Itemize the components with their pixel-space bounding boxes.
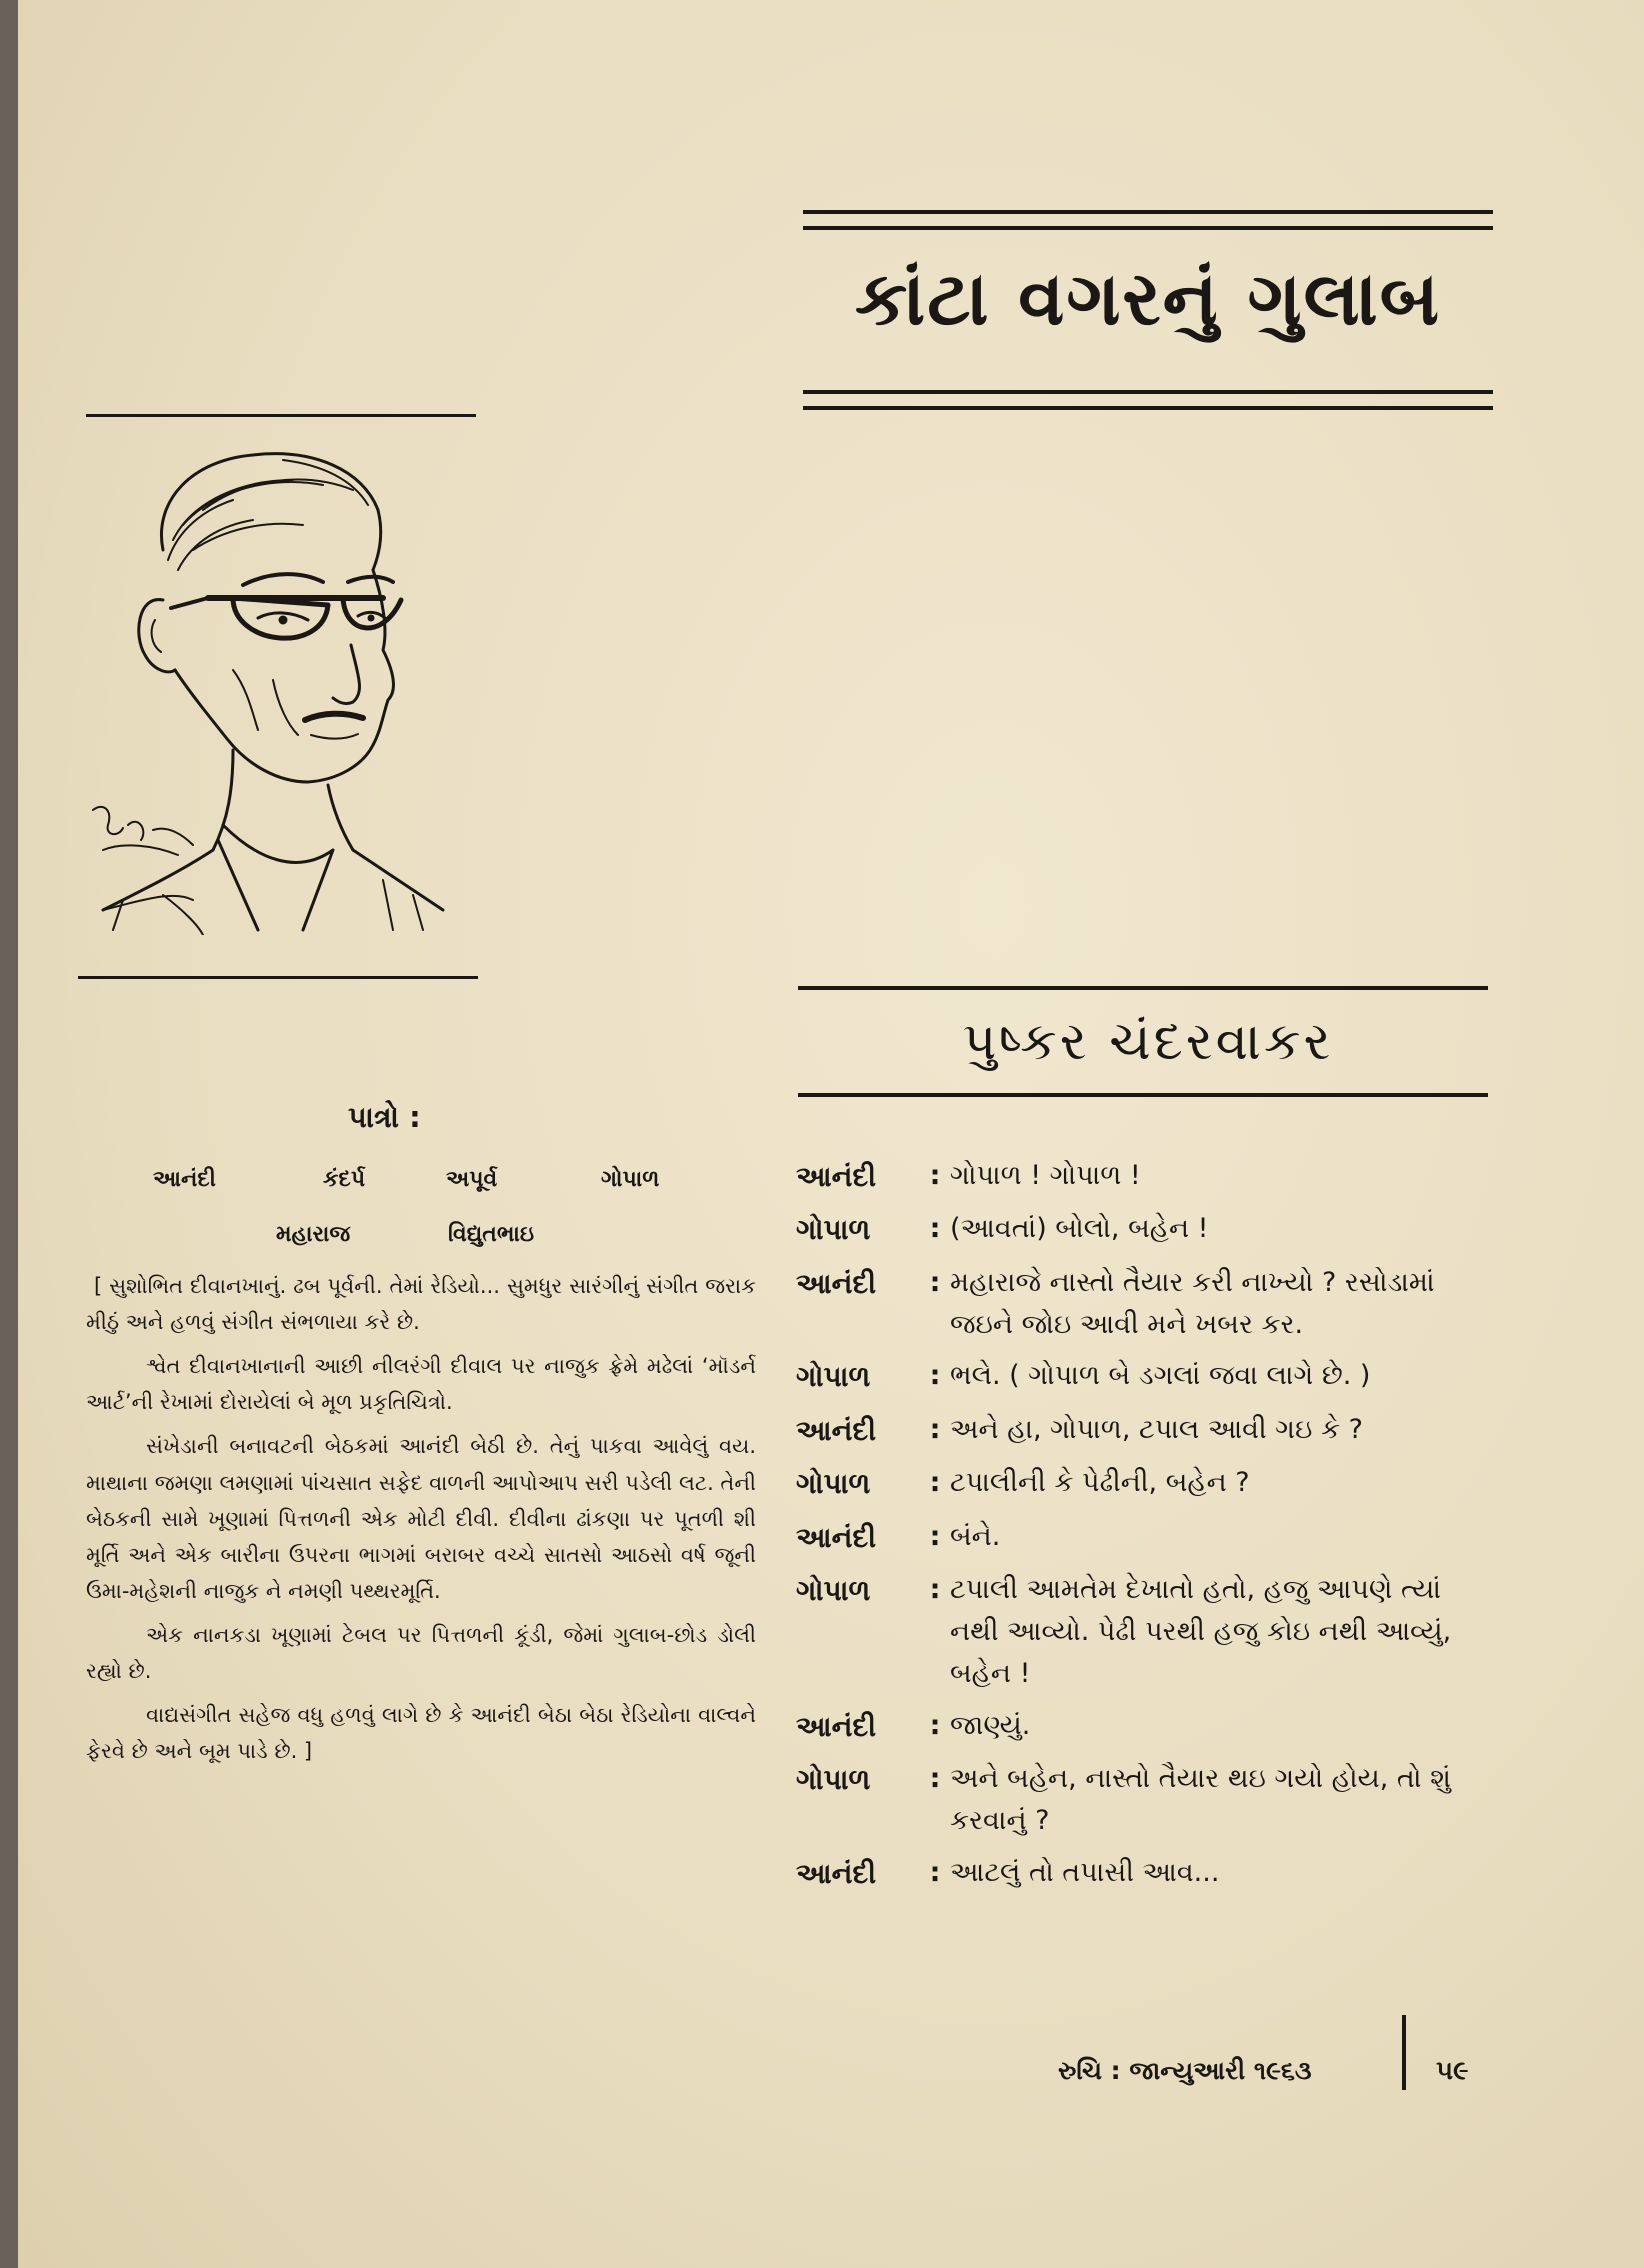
dialogue-colon: : [929,1213,941,1245]
dialogue-text: ટપાલી આમતેમ દેખાતો હતો, હજુ આપણે ત્યાં નથી આવ્યો. પેઢી પરથી હજુ કોઇ નથી આવ્યું, બહેન ! [950,1574,1452,1689]
character-name: અપૂર્વ [446,1167,498,1192]
dialogue-line [796,1355,1496,1398]
dialogue-colon: : [929,1360,941,1392]
stage-paragraph: એક નાનકડા ખૂણામાં ટેબલ પર પિત્તળની કૂંડી, જેમાં ગુલાબ-છોડ ડોલી રહ્યો છે. [86,1622,756,1684]
article-author: પુષ્કર ચંદરવાકર [962,1012,1334,1072]
footer-magazine-issue: રુચિ : જાન્યુઆરી ૧૯૬૩ [1058,2056,1312,2085]
magazine-page [18,0,1644,2268]
dialogue-line [796,1155,1496,1198]
dialogue-line [796,1569,1496,1695]
dialogue-text: અને બહેન, નાસ્તો તૈયાર થઇ ગયો હોય, તો શું કરવાનું ? [950,1762,1451,1836]
dialogue-text: ગોપાળ ! ગોપાળ ! [950,1160,1141,1191]
dialogue-colon: : [929,1520,941,1552]
dialogue-line [796,1409,1496,1452]
author-rule-bottom [798,1093,1488,1097]
author-rule-top [798,986,1488,990]
dialogue-colon: : [929,1856,941,1888]
stage-paragraph: સંખેડાની બનાવટની બેઠકમાં આનંદી બેઠી છે. તેનું પાકવા આવેલું વય. માથાના જમણા લમણામાં પાંચસાત સફેદ વાળની આપોઆપ સરી પડેલી લટ. તેની બેઠકની સામે ખૂણામાં પિત્તળની એક મોટી દીવી. દીવીના ઢાંકણા પર પૂતળી શી મૂર્તિ અને એક બારીના ઉપરના ભાગમાં બરાબર વચ્ચે સાતસો આઠસો વર્ષ જૂની ઉમા-મહેશની નાજુક ને નમણી પથ્થરમૂર્તિ. [86,1434,756,1603]
dialogue-line [796,1705,1496,1748]
dialogue-text: જાણ્યું. [950,1709,1031,1741]
dialogue-speaker: આનંદી [796,1160,877,1193]
dialogue-text: અને હા, ગોપાળ, ટપાલ આવી ગઇ કે ? [950,1413,1363,1445]
dialogue-speaker: ગોપાળ [796,1574,871,1608]
title-rule-top-2 [803,226,1493,230]
character-name: મહારાજ [276,1222,351,1247]
dialogue-colon: : [929,1266,941,1298]
stage-paragraph: વાદ્યસંગીત સહેજ વધુ હળવું લાગે છે કે આનંદી બેઠા બેઠા રેડિયોના વાલ્વને ફેરવે છે અને બૂમ પાડે છે. ] [86,1703,756,1764]
dialogue-colon: : [929,1413,941,1445]
dialogue-text: ટપાલીની કે પેઢીની, બહેન ? [950,1467,1250,1499]
dialogue-colon: : [929,1160,941,1191]
character-name: વિદ્યુતભાઇ [448,1222,534,1247]
dialogue-text: (આવતાં) બોલો, બહેન ! [950,1213,1209,1245]
dialogue-speaker: આનંદી [796,1856,877,1890]
dialogue-speaker: આનંદી [796,1413,877,1447]
author-portrait-sketch [83,430,483,935]
portrait-rule-bottom [78,976,478,979]
dialogue-line [796,1852,1496,1895]
stage-directions [86,1268,756,1777]
character-name: ગોપાળ [601,1167,660,1192]
portrait-rule-top [86,414,476,417]
dialogue-speaker: ગોપાળ [796,1762,871,1796]
dialogue-line [796,1262,1496,1346]
dialogue-colon: : [929,1762,941,1794]
title-rule-bottom-2 [803,406,1493,410]
stage-paragraph: [ સુશોભિત દીવાનખાનું. ઢબ પૂર્વની. તેમાં રેડિયો... સુમધુર સારંગીનું સંગીત જરાક મીઠું અને હળવું સંગીત સંભળાયા કરે છે. [86,1274,756,1335]
dialogue-text: મહારાજે નાસ્તો તૈયાર કરી નાખ્યો ? રસોડામાં જઇને જોઇ આવી મને ખબર કર. [950,1266,1435,1340]
page-number: ૫૯ [1436,2056,1469,2086]
character-name: આનંદી [153,1167,216,1192]
footer-divider [1402,2015,1406,2090]
dialogue-text: આટલું તો તપાસી આવ... [950,1856,1220,1888]
dialogue-colon: : [929,1709,941,1741]
article-title: કાંટા વગરનું ગુલાબ [854,256,1442,342]
dialogue [796,1155,1496,1905]
dialogue-speaker: આનંદી [796,1709,877,1743]
dialogue-colon: : [929,1467,941,1499]
dialogue-line [796,1516,1496,1559]
title-rule-top-1 [803,210,1493,214]
dialogue-colon: : [929,1574,941,1606]
dialogue-speaker: ગોપાળ [796,1467,871,1501]
dialogue-line [796,1208,1496,1251]
stage-paragraph: શ્વેત દીવાનખાનાની આછી નીલરંગી દીવાલ પર નાજુક ફ્રેમે મઢેલાં ‘મૉડર્ન આર્ટ’ની રેખામાં દોરાયેલાં બે મૂળ પ્રકૃતિચિત્રો. [86,1354,756,1415]
dialogue-text: બંને. [950,1520,1001,1552]
dialogue-speaker: ગોપાળ [796,1360,871,1394]
dialogue-line [796,1758,1496,1842]
dialogue-speaker: આનંદી [796,1520,877,1554]
dialogue-speaker: આનંદી [796,1266,877,1300]
characters-heading: પાત્રો : [348,1100,421,1134]
dialogue-speaker: ગોપાળ [796,1213,871,1247]
character-name: કંદર્પ [323,1167,366,1192]
dialogue-line [796,1462,1496,1505]
dialogue-text: ભલે. ( ગોપાળ બે ડગલાં જવા લાગે છે. ) [950,1360,1371,1392]
title-rule-bottom-1 [803,390,1493,394]
